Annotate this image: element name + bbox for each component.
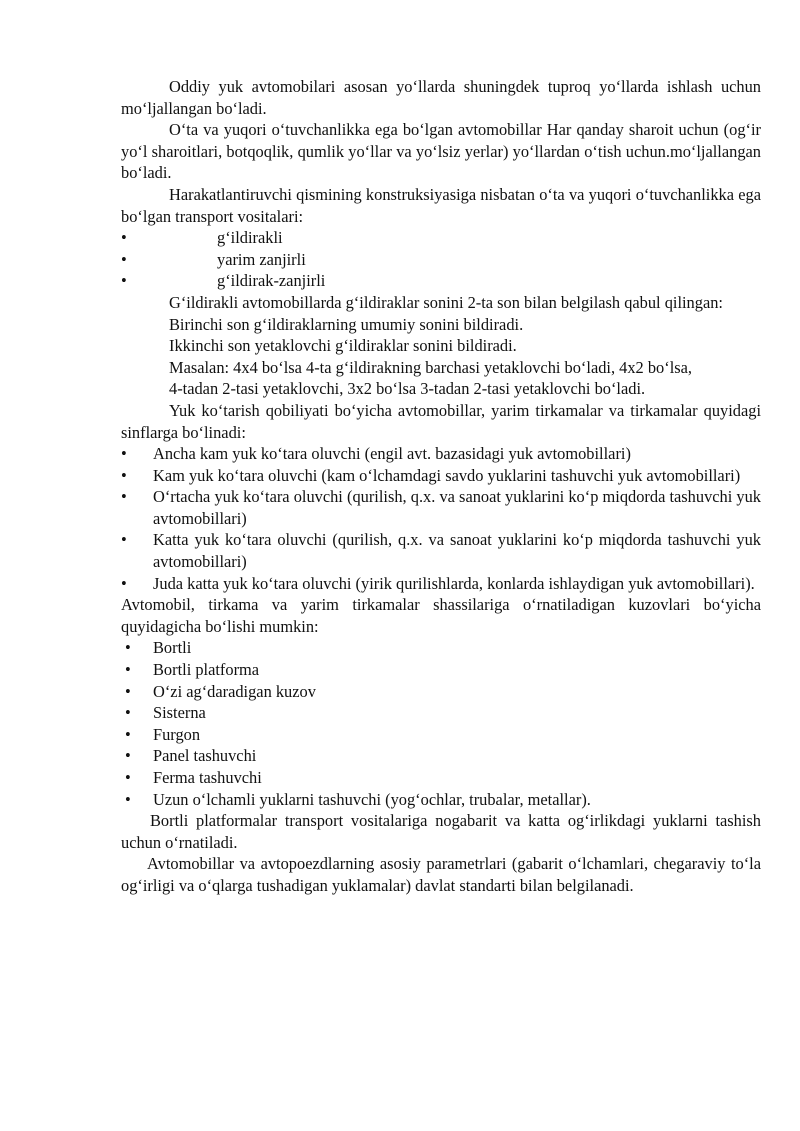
running-gear-list [121,227,761,292]
list-item-text: Panel tashuvchi [153,746,257,766]
list-item [121,702,761,724]
paragraph-example: Masalan: 4x4 bo‘lsa 4-ta g‘ildirakning barchasi yetaklovchi bo‘ladi, 4x2 bo‘lsa, [169,357,692,377]
bullet-icon: • [121,573,127,593]
bullet-icon: • [125,638,131,658]
list-item-text: Furgon [153,724,201,744]
list-item-text: Uzun o‘lchamli yuklarni tashuvchi (yog‘ochlar, trubalar, metallar). [153,789,591,809]
capacity-class-list [121,443,761,594]
bullet-icon: • [125,768,131,787]
list-item [121,573,761,595]
paragraph-first-number: Birinchi son g‘ildiraklarning umumiy sonini bildiradi. [169,314,524,334]
bullet-icon: • [125,660,131,680]
list-item [121,443,761,465]
bullet-icon: • [121,465,127,485]
paragraph-standards: Avtomobillar va avtopoezdlarning asosiy parametrlari (gabarit o‘lchamlari, chegaraviy to‘la og‘irligi va o‘qlarga tushadigan yuklamalar) davlat standarti bilan belgilanadi. [121,854,761,895]
list-item-text: Kam yuk ko‘tara oluvchi (kam o‘lchamdagi savdo yuklarini tashuvchi yuk avtomobillari) [153,465,741,485]
list-item-text: Juda katta yuk ko‘tara oluvchi (yirik qurilishlarda, konlarda ishlaydigan yuk avtomobillari). [153,573,755,593]
bullet-icon: • [125,724,131,744]
list-item-text: g‘ildirak-zanjirli [217,271,326,291]
list-item [121,529,761,572]
list-item-text: Ancha kam yuk ko‘tara oluvchi (engil avt. bazasidagi yuk avtomobillari) [153,444,631,464]
paragraph-body-types-intro: Avtomobil, tirkama va yarim tirkamalar shassilariga o‘rnatiladigan kuzovlari bo‘yicha quyidagicha bo‘lishi mumkin: [121,595,761,636]
paragraph-wheel-formula: G‘ildirakli avtomobillarda g‘ildiraklar sonini 2-ta son bilan belgilash qabul qilingan: [169,292,723,312]
list-item [121,659,761,681]
body-type-list [121,637,761,810]
list-item [121,767,761,789]
bullet-icon: • [125,703,131,723]
paragraph-ordinary-trucks: Oddiy yuk avtomobilari asosan yo‘llarda shuningdek tuproq yo‘llarda ishlash uchun mo‘ljallangan bo‘ladi. [121,77,761,118]
paragraph-high-mobility-vehicles: O‘ta va yuqori o‘tuvchanlikka ega bo‘lgan avtomobillar Har qanday sharoit uchun (og‘ir yo‘l sharoitlari, botqoqlik, qumlik yo‘llar va yo‘lsiz yerlar) yo‘llardan o‘tish uchun.mo‘ljallangan bo‘ladi. [121,120,761,183]
bullet-icon: • [121,271,127,291]
list-item [121,486,761,529]
paragraph-capacity-intro: Yuk ko‘tarish qobiliyati bo‘yicha avtomobillar, yarim tirkamalar va tirkamalar quyidagi sinflarga bo‘linadi: [121,400,761,442]
list-item [121,724,761,746]
list-item [121,745,761,767]
list-item-text: O‘rtacha yuk ko‘tara oluvchi (qurilish, q.x. va sanoat yuklarini ko‘p miqdorda tashuvchi yuk avtomobillari) [153,487,761,528]
list-item [121,249,761,271]
list-item-text: Sisterna [153,703,206,723]
list-item [121,465,761,487]
bullet-icon: • [121,444,127,464]
bullet-icon: • [121,487,127,507]
bullet-icon: • [125,681,131,701]
document-page [121,76,761,897]
paragraph-running-gear-intro: Harakatlantiruvchi qismining konstruksiyasiga nisbatan o‘ta va yuqori o‘tuvchanlikka ega bo‘lgan transport vositalari: [121,184,761,226]
list-item-text: yarim zanjirli [217,249,306,269]
paragraph-example-continued: 4-tadan 2-tasi yetaklovchi, 3x2 bo‘lsa 3-tadan 2-tasi yetaklovchi bo‘ladi. [169,379,646,399]
bullet-icon: • [125,789,131,809]
bullet-icon: • [121,530,127,550]
list-item-text: Ferma tashuvchi [153,768,262,787]
paragraph-second-number: Ikkinchi son yetaklovchi g‘ildiraklar sonini bildiradi. [169,336,517,356]
list-item-text: O‘zi ag‘daradigan kuzov [153,681,316,701]
list-item-text: g‘ildirakli [217,228,283,248]
list-item [121,270,761,292]
list-item [121,637,761,659]
paragraph-bortli-platform: Bortli platformalar transport vositalariga nogabarit va katta og‘irlikdagi yuklarni tashish uchun o‘rnatiladi. [121,811,761,852]
list-item [121,789,761,811]
list-item-text: Katta yuk ko‘tara oluvchi (qurilish, q.x. va sanoat yuklarini ko‘p miqdorda tashuvchi yuk avtomobillari) [153,530,761,572]
bullet-icon: • [121,249,127,269]
bullet-icon: • [121,228,127,248]
list-item [121,681,761,703]
list-item-text: Bortli platforma [153,660,260,680]
list-item [121,227,761,249]
list-item-text: Bortli [153,638,192,658]
bullet-icon: • [125,746,131,766]
